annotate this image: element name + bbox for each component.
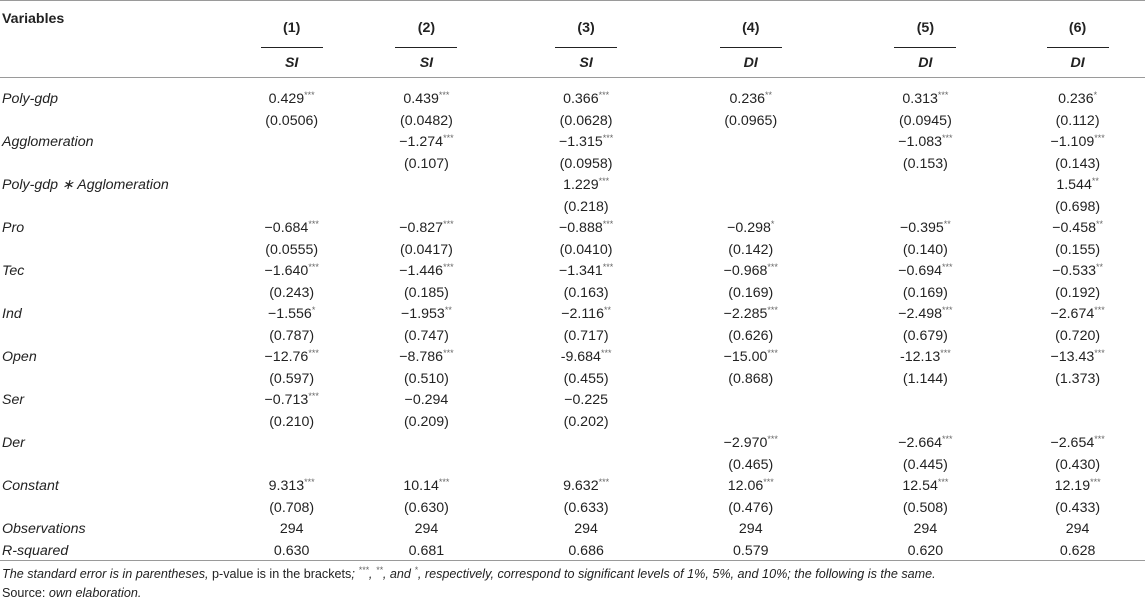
coefficient-value: 0.429 (268, 91, 305, 107)
table-row-se (0, 455, 1145, 477)
coefficient-value: −0.533 (1052, 263, 1096, 279)
coefficient-cell (1010, 175, 1145, 197)
significance-stars: ** (603, 305, 611, 315)
standard-error-cell: (0.163) (563, 284, 609, 301)
coefficient-cell (242, 347, 342, 369)
standard-error-cell (661, 197, 841, 219)
coefficient-cell (342, 347, 512, 369)
standard-error-cell (242, 197, 342, 219)
dependent-variable: SI (395, 47, 457, 78)
significance-stars: *** (308, 348, 319, 358)
significance-stars: *** (1090, 477, 1101, 487)
significance-stars: ** (943, 219, 951, 229)
standard-error-cell: (0.142) (728, 241, 774, 258)
stat-value-cell: 0.620 (907, 542, 944, 559)
standard-error-cell: (0.455) (563, 370, 609, 387)
significance-stars: *** (600, 348, 612, 358)
table-row-coef (0, 390, 1145, 412)
significance-stars: *** (942, 133, 953, 143)
standard-error-cell (661, 412, 841, 434)
coefficient-cell (511, 218, 661, 240)
coefficient-cell (342, 261, 512, 283)
corner-header: Variables (2, 11, 65, 27)
coefficient-cell (511, 261, 661, 283)
coefficient-cell (661, 261, 841, 283)
table-row-coef (0, 347, 1145, 369)
coefficient-cell (511, 476, 661, 498)
significance-stars: *** (940, 348, 951, 358)
standard-error-cell: (0.433) (1055, 499, 1101, 516)
table-row-se (0, 154, 1145, 176)
standard-error-cell: (0.0410) (559, 241, 613, 258)
row-label: Agglomeration (2, 134, 94, 150)
coefficient-value: −1.341 (558, 263, 603, 279)
stat-value-cell: 294 (279, 521, 304, 537)
row-label: Der (2, 435, 25, 451)
coefficient-value: 10.14 (403, 478, 439, 494)
standard-error-cell: (0.626) (728, 327, 774, 344)
significance-stars: *** (767, 305, 778, 315)
table-row-se (0, 369, 1145, 391)
coefficient-value: −0.458 (1052, 220, 1096, 236)
row-label: Open (2, 349, 37, 365)
significance-stars: ** (765, 90, 773, 100)
standard-error-cell: (0.708) (269, 499, 315, 516)
coefficient-cell (1010, 261, 1145, 283)
row-label: Poly-gdp ∗ Agglomeration (2, 177, 169, 193)
coefficient-cell (661, 476, 841, 498)
stat-value-cell: 0.630 (273, 542, 310, 559)
coefficient-cell (242, 476, 342, 498)
coefficient-value: −1.315 (558, 134, 603, 150)
stat-value-cell: 294 (1065, 521, 1090, 537)
standard-error-cell: (0.169) (728, 284, 774, 301)
table-row-se (0, 240, 1145, 262)
coefficient-value: −0.294 (404, 392, 449, 408)
coefficient-value: −0.225 (564, 392, 608, 408)
stat-value-cell: 0.686 (568, 542, 604, 559)
coefficient-cell (342, 89, 512, 111)
row-label: Pro (2, 220, 25, 236)
row-label: Ser (2, 392, 25, 408)
row-label: Poly-gdp (2, 91, 58, 107)
dependent-variable: DI (720, 47, 782, 78)
dependent-variable: DI (1047, 47, 1109, 78)
table-row-se (0, 326, 1145, 348)
standard-error-cell: (0.169) (902, 284, 948, 301)
standard-error-cell: (1.144) (902, 370, 948, 387)
significance-stars: *** (308, 262, 319, 272)
row-label: R-squared (2, 542, 69, 559)
coefficient-cell (1010, 89, 1145, 111)
coefficient-value: -12.13 (900, 349, 941, 365)
coefficient-cell (342, 476, 512, 498)
coefficient-value: −0.888 (558, 220, 603, 236)
significance-stars: *** (942, 305, 953, 315)
coefficient-value: 12.06 (727, 478, 764, 494)
coefficient-value: -9.684 (560, 349, 601, 365)
standard-error-cell: (0.0628) (559, 112, 613, 129)
table-row-se (0, 197, 1145, 219)
standard-error-cell: (0.202) (563, 413, 609, 430)
stat-value-cell: 294 (574, 521, 598, 537)
standard-error-cell: (0.476) (728, 499, 774, 516)
coefficient-cell (342, 132, 512, 154)
standard-error-cell: (0.597) (269, 370, 315, 387)
coefficient-value: 0.439 (403, 91, 439, 107)
dependent-variable: SI (555, 47, 617, 78)
coefficient-value: −2.654 (1050, 435, 1095, 451)
coefficient-value: 12.54 (902, 478, 938, 494)
significance-stars: *** (443, 133, 454, 143)
coefficient-cell (661, 132, 841, 154)
coefficient-cell (661, 390, 841, 412)
standard-error-cell: (0.155) (1055, 241, 1101, 258)
dependent-variable: DI (894, 47, 956, 78)
table-row-se (0, 283, 1145, 305)
row-label: Ind (2, 306, 22, 322)
coefficient-value: −15.00 (723, 349, 768, 365)
table-row-coef (0, 132, 1145, 154)
significance-stars: *** (942, 262, 953, 272)
standard-error-cell: (0.143) (1055, 155, 1101, 172)
coefficient-value: 12.19 (1054, 478, 1091, 494)
coefficient-value: 9.313 (268, 478, 305, 494)
standard-error-cell: (0.140) (902, 241, 948, 258)
coefficient-value: −0.827 (399, 220, 444, 236)
standard-error-cell: (0.698) (1055, 198, 1101, 215)
significance-stars: *** (438, 477, 450, 487)
significance-stars: *** (308, 219, 319, 229)
coefficient-cell (661, 347, 841, 369)
column-number: (5) (916, 20, 935, 36)
coefficient-value: 1.229 (563, 177, 599, 193)
standard-error-cell: (0.787) (269, 327, 315, 344)
column-number: (6) (1068, 20, 1087, 36)
standard-error-cell: (0.0506) (265, 112, 319, 129)
standard-error-cell: (0.153) (902, 155, 948, 172)
coefficient-cell (511, 390, 661, 412)
stat-value-cell: 0.579 (733, 542, 769, 559)
table-row-se (0, 412, 1145, 434)
significance-stars: *** (602, 219, 614, 229)
row-label: Tec (2, 263, 25, 279)
significance-stars: *** (598, 176, 610, 186)
coefficient-value: −0.694 (898, 263, 943, 279)
coefficient-cell (661, 175, 841, 197)
significance-stars: *** (937, 90, 949, 100)
coefficient-value: −1.274 (399, 134, 444, 150)
significance-stars: *** (598, 90, 610, 100)
standard-error-cell: (0.192) (1055, 284, 1101, 301)
table-source: Source: own elaboration. (2, 586, 142, 600)
coefficient-value: 0.313 (902, 91, 938, 107)
standard-error-cell: (0.0417) (400, 241, 453, 258)
standard-error-cell: (0.510) (403, 370, 449, 387)
table-row-coef (0, 304, 1145, 326)
coefficient-value: −2.674 (1050, 306, 1095, 322)
standard-error-cell (242, 455, 342, 477)
coefficient-cell (661, 89, 841, 111)
coefficient-cell (841, 390, 1011, 412)
standard-error-cell: (0.445) (902, 456, 948, 473)
coefficient-cell (242, 433, 342, 455)
header-row-dependent-vars (0, 47, 1145, 85)
standard-error-cell: (0.112) (1055, 112, 1100, 129)
table-row-se (0, 111, 1145, 133)
coefficient-cell (342, 218, 512, 240)
coefficient-cell (841, 261, 1011, 283)
coefficient-cell (841, 132, 1011, 154)
stat-value-cell: 294 (414, 521, 439, 537)
significance-stars: ** (1095, 219, 1103, 229)
standard-error-cell: (0.720) (1055, 327, 1101, 344)
coefficient-cell (242, 261, 342, 283)
standard-error-cell: (0.508) (902, 499, 948, 516)
table-body (0, 89, 1145, 562)
standard-error-cell: (0.633) (563, 499, 609, 516)
coefficient-cell (342, 433, 512, 455)
coefficient-cell (511, 175, 661, 197)
coefficient-value: −0.968 (723, 263, 768, 279)
significance-stars: * (311, 305, 316, 315)
significance-stars: *** (602, 262, 614, 272)
standard-error-cell: (0.430) (1055, 456, 1101, 473)
standard-error-cell (661, 154, 841, 176)
table-row-coef (0, 89, 1145, 111)
significance-stars: *** (942, 434, 953, 444)
coefficient-cell (511, 433, 661, 455)
row-label: Observations (2, 521, 86, 537)
table-row-se (0, 498, 1145, 520)
significance-stars: *** (1094, 348, 1105, 358)
standard-error-cell: (0.717) (563, 327, 609, 344)
coefficient-cell (841, 218, 1011, 240)
coefficient-value: −1.953 (401, 306, 445, 322)
coefficient-value: 0.236 (1058, 91, 1094, 107)
coefficient-value: 9.632 (563, 478, 599, 494)
standard-error-cell (342, 197, 512, 219)
coefficient-value: −0.684 (264, 220, 309, 236)
coefficient-cell (841, 304, 1011, 326)
coefficient-cell (511, 89, 661, 111)
coefficient-value: −2.285 (723, 306, 768, 322)
table-row-coef (0, 261, 1145, 283)
significance-stars: * (770, 219, 775, 229)
coefficient-cell (841, 433, 1011, 455)
header-row-model-numbers (0, 0, 1145, 47)
table-footnote: The standard error is in parentheses, p-value is in the brackets; ***, **, and *, respectively, correspond to significant levels of 1%, 5%, and 10%; the following is the same. (2, 565, 936, 581)
coefficient-cell (242, 390, 342, 412)
coefficient-cell (1010, 304, 1145, 326)
coefficient-value: 0.366 (563, 91, 599, 107)
table-row-stat (0, 519, 1145, 541)
standard-error-cell (1010, 412, 1145, 434)
stat-value-cell: 0.628 (1059, 542, 1096, 559)
significance-stars: *** (304, 477, 315, 487)
coefficient-value: −1.446 (399, 263, 444, 279)
standard-error-cell: (0.210) (269, 413, 315, 430)
significance-stars: *** (598, 477, 610, 487)
coefficient-value: −1.556 (268, 306, 312, 322)
coefficient-cell (242, 175, 342, 197)
column-number: (2) (417, 20, 436, 36)
significance-stars: *** (937, 477, 949, 487)
standard-error-cell: (0.243) (269, 284, 315, 301)
column-number: (4) (742, 20, 760, 36)
standard-error-cell: (0.107) (403, 155, 449, 172)
significance-stars: *** (443, 262, 454, 272)
coefficient-value: −2.498 (898, 306, 943, 322)
significance-stars: ** (1095, 262, 1103, 272)
standard-error-cell (342, 455, 512, 477)
significance-stars: *** (443, 348, 454, 358)
table-row-coef (0, 218, 1145, 240)
coefficient-cell (342, 390, 512, 412)
coefficient-value: 1.544 (1056, 177, 1092, 193)
stat-value-cell: 294 (913, 521, 938, 537)
dependent-variable: SI (261, 47, 323, 78)
coefficient-value: −8.786 (399, 349, 444, 365)
coefficient-cell (242, 132, 342, 154)
standard-error-cell: (1.373) (1055, 370, 1101, 387)
coefficient-value: −0.298 (727, 220, 771, 236)
coefficient-cell (1010, 218, 1145, 240)
coefficient-cell (511, 132, 661, 154)
significance-stars: *** (767, 262, 778, 272)
table-row-coef (0, 175, 1145, 197)
significance-stars: *** (438, 90, 450, 100)
standard-error-cell: (0.868) (728, 370, 774, 387)
standard-error-cell: (0.0555) (265, 241, 319, 258)
coefficient-cell (1010, 433, 1145, 455)
coefficient-cell (511, 347, 661, 369)
significance-stars: *** (767, 434, 778, 444)
significance-stars: *** (443, 219, 454, 229)
standard-error-cell: (0.630) (403, 499, 449, 516)
coefficient-cell (661, 433, 841, 455)
standard-error-cell: (0.0945) (898, 112, 952, 129)
coefficient-cell (841, 476, 1011, 498)
coefficient-value: 0.236 (729, 91, 765, 107)
standard-error-cell: (0.209) (403, 413, 449, 430)
standard-error-cell (841, 412, 1011, 434)
significance-stars: *** (767, 348, 778, 358)
significance-stars: *** (308, 391, 319, 401)
coefficient-cell (242, 218, 342, 240)
significance-stars: *** (304, 90, 315, 100)
coefficient-cell (1010, 132, 1145, 154)
coefficient-cell (1010, 347, 1145, 369)
standard-error-cell: (0.185) (403, 284, 449, 301)
coefficient-cell (841, 347, 1011, 369)
coefficient-cell (342, 304, 512, 326)
significance-stars: * (1093, 90, 1098, 100)
coefficient-cell (242, 304, 342, 326)
coefficient-value: −13.43 (1050, 349, 1095, 365)
column-number: (3) (577, 20, 595, 36)
significance-stars: *** (1094, 133, 1105, 143)
standard-error-cell: (0.0965) (724, 112, 778, 129)
row-label: Constant (2, 478, 59, 494)
coefficient-cell (841, 175, 1011, 197)
significance-stars: *** (1094, 434, 1105, 444)
significance-stars: *** (1094, 305, 1105, 315)
standard-error-cell (841, 197, 1011, 219)
standard-error-cell: (0.679) (902, 327, 948, 344)
coefficient-value: −1.083 (898, 134, 943, 150)
coefficient-value: −0.395 (899, 220, 944, 236)
coefficient-value: −1.640 (264, 263, 309, 279)
standard-error-cell: (0.747) (403, 327, 449, 344)
coefficient-cell (841, 89, 1011, 111)
coefficient-cell (661, 304, 841, 326)
coefficient-value: −2.116 (561, 306, 604, 322)
stat-value-cell: 0.681 (408, 542, 445, 559)
column-number: (1) (283, 20, 301, 36)
standard-error-cell (242, 154, 342, 176)
coefficient-value: −0.713 (264, 392, 309, 408)
standard-error-cell: (0.0958) (559, 155, 613, 172)
significance-stars: ** (444, 305, 452, 315)
significance-stars: *** (763, 477, 774, 487)
coefficient-value: −12.76 (264, 349, 309, 365)
significance-stars: ** (1091, 176, 1099, 186)
table-row-stat (0, 541, 1145, 563)
coefficient-cell (1010, 476, 1145, 498)
coefficient-cell (661, 218, 841, 240)
significance-stars: *** (602, 133, 614, 143)
standard-error-cell (511, 455, 661, 477)
table-row-coef (0, 433, 1145, 455)
standard-error-cell: (0.218) (563, 198, 609, 215)
coefficient-value: −2.664 (898, 435, 943, 451)
stat-value-cell: 294 (738, 521, 763, 537)
standard-error-cell: (0.0482) (400, 112, 453, 129)
coefficient-value: −2.970 (723, 435, 768, 451)
coefficient-value: −1.109 (1050, 134, 1095, 150)
standard-error-cell: (0.465) (728, 456, 774, 473)
coefficient-cell (1010, 390, 1145, 412)
coefficient-cell (511, 304, 661, 326)
coefficient-cell (342, 175, 512, 197)
table-row-coef (0, 476, 1145, 498)
coefficient-cell (242, 89, 342, 111)
